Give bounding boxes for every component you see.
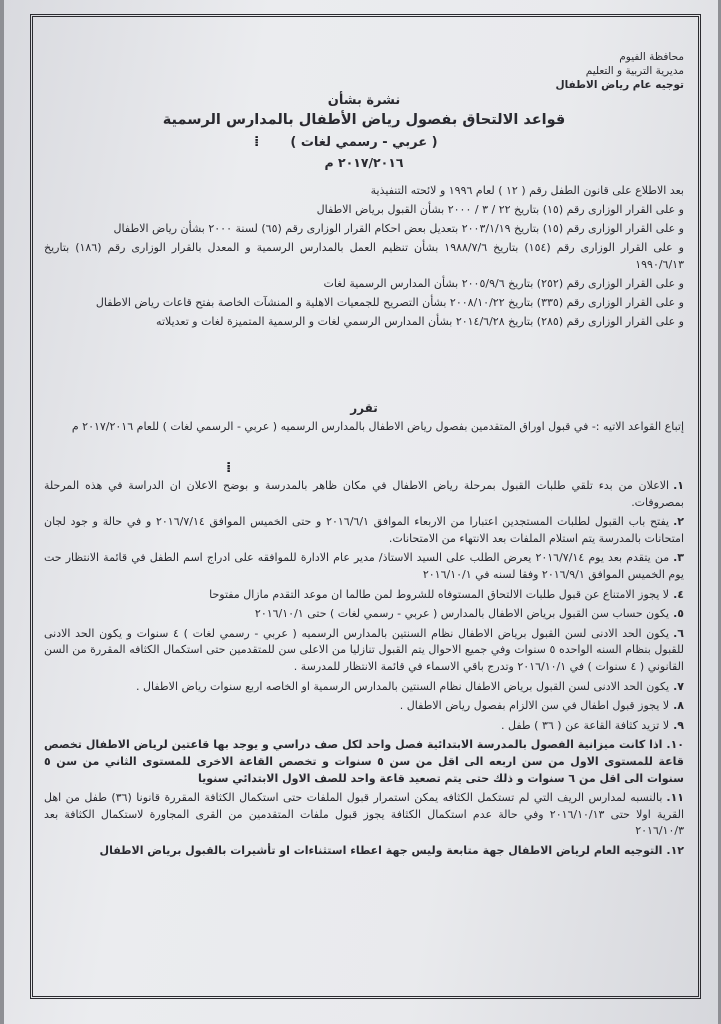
rule-number: ١٠. — [666, 738, 684, 752]
rule-number: ٧. — [673, 679, 684, 693]
rule-number: ٥. — [673, 607, 684, 621]
rule-text: لا تزيد كثافة القاعة عن ( ٣٦ ) طفل . — [501, 718, 670, 732]
rule-text: يكون الحد الادنى لسن القبول برياض الاطفال نظام السنتين بالمدارس الرسمية او الخاصه اربع سنوات رياض الاطفال . — [136, 679, 670, 693]
decision-heading: تقرر — [350, 401, 378, 415]
rule-item — [44, 698, 684, 715]
rule-text: من يتقدم بعد يوم ٢٠١٦/٧/١٤ يعرض الطلب على السيد الاستاذ/ مدير عام الادارة للموافقه على ادراج اسم الطفل في قائمة الانتظار حت يوم الخميس الموافق ٢٠١٦/٩/١ وفقا لسنه في ٢٠١٦/١٠/١ — [44, 551, 684, 581]
header-line-department: توجيه عام رياض الاطفال — [555, 79, 684, 91]
rule-number: ٩. — [673, 718, 684, 732]
header-line-governorate: محافظة الفيوم — [619, 51, 684, 63]
preamble-item: و على القرار الوزارى رقم (١٥) بتاريخ ٢٢ / ٣ / ٢٠٠٠ بشأن القبول برياض الاطفال — [316, 203, 684, 216]
decision-intro: إتباع القواعد الاتيه :- في قبول اوراق المتقدمين بفصول رياض الاطفال بالمدارس الرسميه ( عربي - الرسمي لغات ) للعام ٢٠١٧/٢٠١٦ م — [71, 420, 684, 433]
rule-text: يكون الحد الادنى لسن القبول برياض الاطفال نظام السنتين بالمدارس الرسميه ( عربي - رسمي لغات ) ٤ سنوات و يكون الحد الادنى للقبول بنظام السنه الواحده ٥ سنوات وفي جميع الاحوال يتم القبول تنازليا من الاعلى سن للمتقدمين حتى استكمال الكثافه المقررة من السن القانوني ( ٤ سنوات ) في ٢٠١٦/١٠/١ وتدرج باقي الاسماء في قائمة الانتظار للمدرسة . — [44, 626, 684, 673]
preamble-item: و على القرار الوزارى رقم (٣٣٥) بتاريخ ٢٠٠٨/١٠/٢٢ بشأن التصريح للجمعيات الاهلية و المنشآت الخاصة بفتح قاعات رياض الاطفال — [95, 296, 684, 309]
rule-text: الاعلان من بدء تلقي طلبات القبول بمرحلة رياض الاطفال في مكان ظاهر بالمدرسة و بوضح الاعلان ان الدراسة في هذه المرحلة بمصروفات. — [44, 479, 684, 509]
rule-text: اذا كانت ميزانية الفصول بالمدرسة الابتدائية فصل واحد لكل صف دراسي و يوجد بها قاعتين لرياض الاطفال تخصص قاعة للمستوى الاول من سن اربعه الى اقل من سن ٥ سنوات و تخصص القاعة الاخرى للمستوى الثاني من سن ٥ سنوات الى اقل من ٦ سنوات و ذلك حتى يتم تصعيد قاعة واحد للصف الاول الابتدائي سنويا — [44, 738, 684, 785]
rule-text: يفتح باب القبول لطلبات المستجدين اعتبارا من الاربعاء الموافق ٢٠١٦/٦/١ و حتى الخميس الموافق ٢٠١٦/٧/١٤ و في حالة و جود لجان امتحانات بالمدرسة يتم استلام الملفات بعد الانتهاء من الامتحانات. — [44, 515, 684, 545]
bulletin-label: نشرة بشأن — [327, 93, 401, 108]
rule-item — [44, 718, 684, 735]
preamble-item: و على القرار الوزارى رقم (١٥) بتاريخ ٢٠٠٣/١/١٩ بتعديل بعض احكام القرار الوزارى رقم (٦٥) لسنة ٢٠٠٠ بشأن رياض الاطفال — [113, 222, 684, 235]
rule-item — [44, 514, 684, 547]
rule-item — [44, 606, 684, 623]
rule-item — [44, 626, 684, 676]
rule-number: ٣. — [673, 551, 685, 565]
rule-number: ١١. — [666, 791, 685, 805]
preamble-item: و على القرار الوزارى رقم (٢٥٢) بتاريخ ٢٠٠٥/٩/٦ بشأن المدارس الرسمية لغات — [323, 277, 684, 290]
rule-text: لا يجوز الامتناع عن قبول طلبات الالتحاق المستوفاه للشروط لمن طالما ان موعد التقدم مازال مفتوحا — [209, 587, 670, 601]
header-line-directorate: مديرية التربية و التعليم — [585, 65, 684, 77]
rule-item — [44, 790, 684, 840]
rule-text: لا يجوز قبول اطفال في سن الالزام بفصول رياض الاطفال . — [399, 699, 670, 713]
rule-item — [44, 737, 684, 787]
rule-number: ١. — [673, 479, 684, 492]
handwritten-mark-icon: ⁞ — [254, 134, 260, 150]
rule-item — [44, 843, 684, 860]
rule-text: التوجيه العام لرياض الاطفال جهة متابعة وليس جهة اعطاء استثناءات او تأشيرات بالقبول برياض الاطفال — [99, 843, 663, 857]
rule-item — [44, 587, 684, 604]
document-title: قواعد الالتحاق بفصول رياض الأطفال بالمدارس الرسمية — [162, 112, 566, 128]
rule-number: ٦. — [673, 626, 684, 640]
rule-number: ٢. — [673, 515, 685, 529]
handwritten-mark-icon: ⁞ — [226, 460, 232, 476]
document-sheet — [4, 0, 718, 1024]
academic-year: ٢٠١٧/٢٠١٦ م — [324, 155, 404, 170]
rule-number: ٤. — [673, 587, 684, 601]
rule-item — [44, 679, 684, 696]
document-body — [44, 30, 684, 980]
rule-number: ٨. — [673, 699, 684, 713]
preamble-item: و على القرار الوزارى رقم (٢٨٥) بتاريخ ٢٠١٤/٦/٢٨ بشأن المدارس الرسمي لغات و الرسمية المتميزة لغات و تعديلاته — [156, 315, 684, 328]
rule-text: يكون حساب سن القبول برياض الاطفال بالمدارس ( عربي - رسمي لغات ) حتى ٢٠١٦/١٠/١ — [254, 607, 670, 621]
preamble-section — [44, 182, 684, 332]
rule-number: ١٢. — [666, 843, 684, 857]
document-subtitle: ( عربي - رسمي لغات ) — [290, 135, 438, 150]
rule-item — [44, 478, 684, 511]
issuer-header — [534, 50, 684, 92]
preamble-item: و على القرار الوزارى رقم (١٥٤) بتاريخ ١٩٨٨/٧/٦ بشأن تنظيم العمل بالمدارس الرسمية و المعدل بالقرار الوزارى رقم (١٨٦) بتاريخ ١٩٩٠/٦/١٣ — [44, 241, 684, 271]
rule-item — [44, 550, 684, 583]
preamble-item: بعد الاطلاع على قانون الطفل رقم ( ١٢ ) لعام ١٩٩٦ و لائحته التنفيذية — [370, 184, 684, 197]
rule-text: بالنسبه لمدارس الريف التي لم تستكمل الكثافه يمكن استمرار قبول الملفات حتى استكمال الكثافة المقررة قانونا (٣٦) طفل من اهل القرية اولا حتى ٢٠١٦/١٠/١٣ وفي حالة عدم استكمال الكثافة يجوز قبول ملفات المتقدمين من القرى المجاورة لاستكمال الكثافة بعد ٢٠١٦/١٠/٣ — [44, 791, 685, 838]
rules-list — [44, 478, 684, 862]
